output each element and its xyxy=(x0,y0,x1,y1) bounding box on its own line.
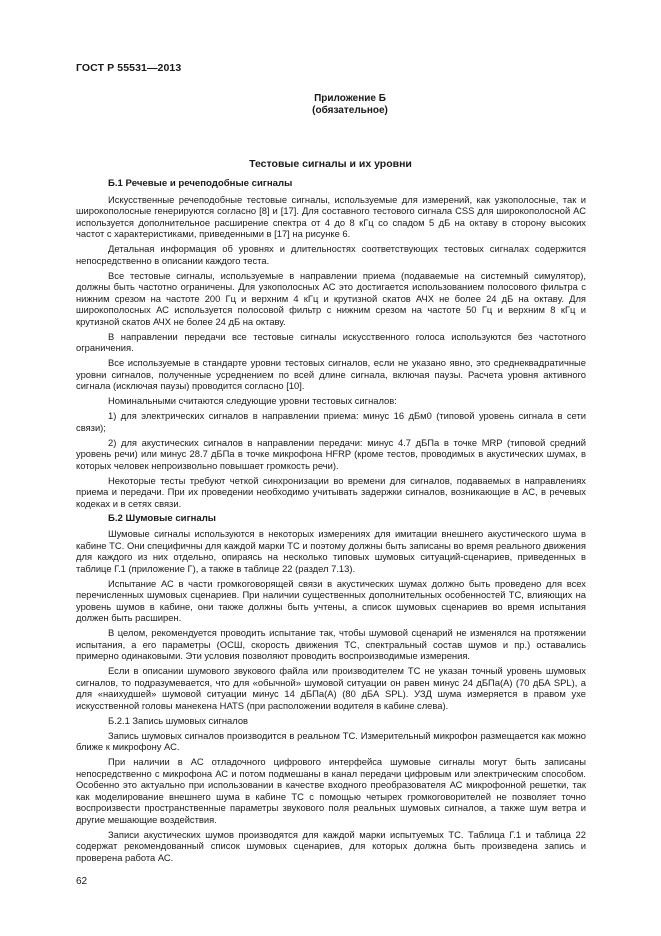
subsection-heading: Б.2.1 Запись шумовых сигналов xyxy=(108,714,249,726)
document-id: ГОСТ Р 55531—2013 xyxy=(76,62,182,74)
paragraph: Искусственные речеподобные тестовые сигналы, используемые для измерений, как узкополосные, так и широкополосные генерируются согласно [8] и [17]. Для составного тестового сигнала CSS для широкополосной АС используется дополнительное расширение спектра от 4 до 8 кГц со спадом 5 дБ на октаву в сторону высоких частот с характеристиками, приведенными в [17] на рисунке 6. xyxy=(76,193,586,239)
list-item: 1) для электрических сигналов в направлении приема: минус 16 дБм0 (типовой уровень сигнала в сети связи); xyxy=(76,410,586,433)
paragraph: Испытание АС в части громкоговорящей связи в акустических шумах должно быть проведено для всех перечисленных шумовых сценариев. При наличии существенных дополнительных особенностей ТС, влияющих на уровень шумов в кабине, они также должны быть учтены, а список шумовых сценариев во время испытания должен быть расширен. xyxy=(76,577,586,623)
section-b1-heading: Б.1 Речевые и речеподобные сигналы xyxy=(108,178,293,189)
paragraph: При наличии в АС отладочного цифрового интерфейса шумовые сигналы могут быть записаны непосредственно с микрофона АС и потом подмешаны в канал передачи цифровым или электрическим способом. Особенно это актуально при использовании в качестве входного преобразователя АС микрофонной решетки, так как моделирование внешнего шума в кабине ТС с помощью четырех громкоговорителей не позволяет точно воспроизвести пространственные параметры звукового поля реальных шумовых сигналов, а также шум ветра и другие мешающие воздействия. xyxy=(76,756,586,825)
page-number: 62 xyxy=(76,876,88,887)
paragraph: Все тестовые сигналы, используемые в направлении приема (подаваемые на системный симулятор), должны быть частотно ограничены. Для узкополосных АС это достигается использованием полосового фильтра с нижним срезом на частоте 200 Гц и верхним 4 кГц и крутизной скатов АЧХ не более 24 дБ на октаву. Для широкополосных АС используется полосовой фильтр с нижним срезом на частоте 50 Гц и верхним 8 кГц и крутизной скатов АЧХ не более 24 дБ на октаву. xyxy=(76,269,586,327)
paragraph: Некоторые тесты требуют четкой синхронизации во времени для сигналов, подаваемых в направлениях приема и передачи. При их проведении необходимо учитывать задержки сигналов, возникающие в АС, в речевых кодеках и в сетях связи. xyxy=(76,474,586,509)
appendix-status: (обязательное) xyxy=(312,105,388,116)
paragraph: Если в описании шумового звукового файла или производителем ТС не указан точный уровень шумовых сигналов, то подразумевается, что для «обычной» шумовой ситуации он равен минус 24 дБПа(А) (70 дБА SPL), а для «наихудшей» шумовой ситуации минус 14 дБПа(А) (80 дБА SPL). УЗД шума измеряется в правом ухе искусственной головы манекена HATS (при расположении водителя в кабине слева). xyxy=(76,665,586,711)
paragraph: Записи акустических шумов производятся для каждой марки испытуемых ТС. Таблица Г.1 и таблица 22 содержат рекомендованный список шумовых сценариев, для которых должна быть произведена запись и проверена работа АС. xyxy=(76,828,586,863)
paragraph: Шумовые сигналы используются в некоторых измерениях для имитации внешнего акустического шума в кабине ТС. Они специфичны для каждой марки ТС и поэтому должны быть записаны во время реального движения для каждого из них отдельно, опираясь на несколько типовых шумовых ситуаций-сценариев, приведенных в таблице Г.1 (приложение Г), а также в таблице 22 (раздел 7.13). xyxy=(76,528,586,574)
paragraph: В направлении передачи все тестовые сигналы искусственного голоса используются без частотного ограничения. xyxy=(76,330,586,353)
paragraph: В целом, рекомендуется проводить испытание так, чтобы шумовой сценарий не изменялся на протяжении испытания, а его параметры (ОСШ, скорость движения ТС, спектральный состав шумов и пр.) оставались примерно одинаковыми. Эти условия позволяют проводить воспроизводимые измерения. xyxy=(76,627,586,661)
appendix-label: Приложение Б xyxy=(314,93,386,104)
list-item: 2) для акустических сигналов в направлении передачи: минус 4.7 дБПа в точке MRP (типовой средний уровень речи) или минус 28.7 дБПа в точке микрофона HFRP (кроме тестов, проводимых в акустических шумах, в которых человек непроизвольно повышает громкость речи). xyxy=(76,436,586,471)
section-b2-heading: Б.2 Шумовые сигналы xyxy=(108,512,216,524)
paragraph: Детальная информация об уровнях и длительностях соответствующих тестовых сигналах содержится непосредственно в описании каждого теста. xyxy=(76,243,586,266)
document-body xyxy=(76,178,586,867)
paragraph: Номинальными считаются следующие уровни тестовых сигналов: xyxy=(108,395,397,406)
page-title: Тестовые сигналы и их уровни xyxy=(249,158,412,170)
paragraph: Запись шумовых сигналов производится в реальном ТС. Измерительный микрофон размещается как можно ближе к микрофону АС. xyxy=(76,729,586,752)
paragraph: Все используемые в стандарте уровни тестовых сигналов, если не указано явно, это среднеквадратичные уровни сигналов, полученные усреднением по всей длине сигнала, включая паузы. Расчета уровня активного сигнала (исключая паузы) проводится согласно [10]. xyxy=(76,357,586,391)
appendix-heading xyxy=(290,93,410,117)
